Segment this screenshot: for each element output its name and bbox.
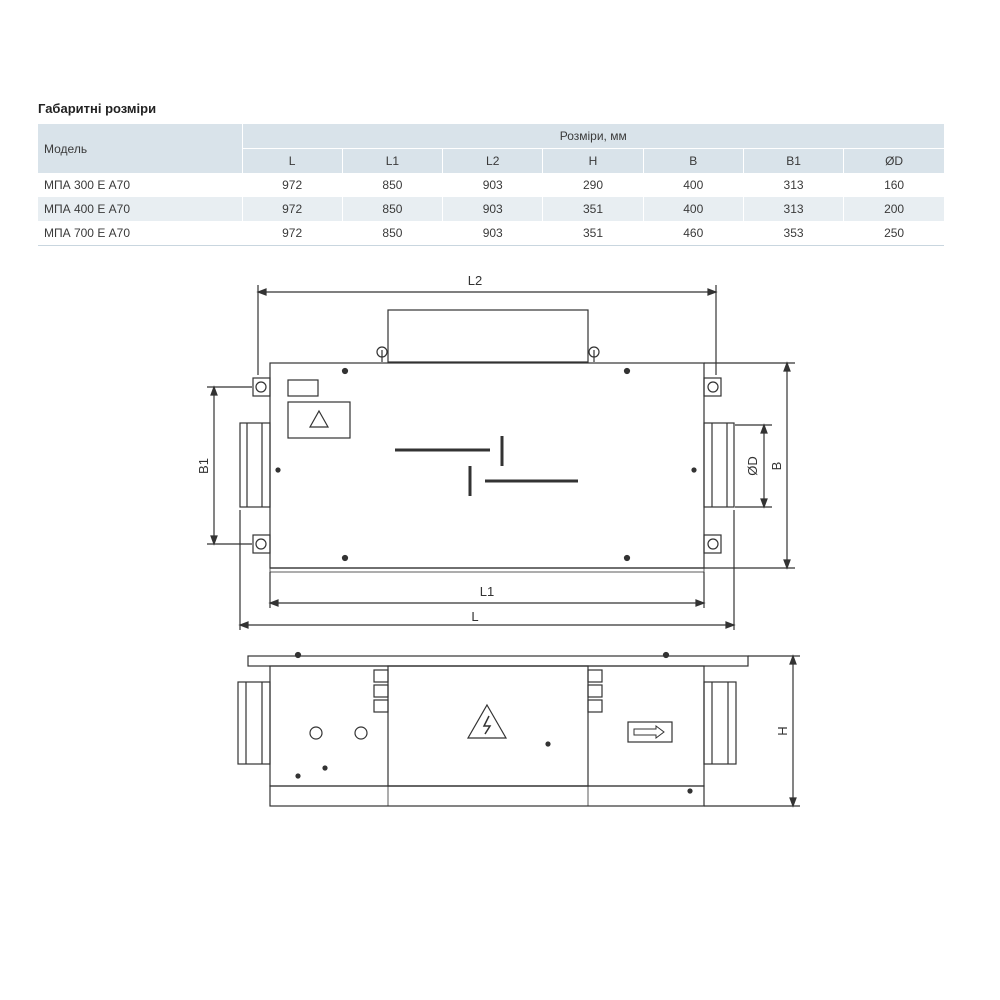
label-l2: L2 [467,273,483,288]
corner-bolt [708,382,718,392]
column-header-b1: B1 [743,149,843,174]
column-header-l1: L1 [342,149,442,174]
value-cell: 290 [543,173,643,197]
dimension-b1 [207,387,252,544]
value-cell: 313 [743,173,843,197]
model-cell: МПА 400 Е А70 [38,197,242,221]
value-cell: 972 [242,221,342,246]
column-header-l: L [242,149,342,174]
value-cell: 972 [242,197,342,221]
warning-icon [310,411,328,427]
value-cell: 903 [443,221,543,246]
left-spigot [240,423,270,507]
value-cell: 850 [342,197,442,221]
model-cell: МПА 700 Е А70 [38,221,242,246]
airflow-direction-label [628,722,672,742]
label-d: ØD [745,456,760,476]
label-b1: B1 [196,458,211,474]
value-cell: 160 [844,173,944,197]
corner-bolt [256,382,266,392]
value-cell: 460 [643,221,743,246]
top-main-body [270,363,704,568]
corner-bolt [708,539,718,549]
label-b: B [769,461,784,471]
dimensions-group-header: Розміри, мм [242,124,944,149]
side-right-spigot [704,682,736,764]
value-cell: 903 [443,173,543,197]
value-cell: 903 [443,197,543,221]
value-cell: 313 [743,197,843,221]
value-cell: 353 [743,221,843,246]
value-cell: 972 [242,173,342,197]
nameplate [288,380,318,396]
right-spigot [704,423,734,507]
top-view [240,310,734,572]
model-column-header: Модель [38,124,242,173]
corner-bolt [256,539,266,549]
side-view [238,653,748,807]
top-control-box [388,310,588,362]
value-cell: 351 [543,221,643,246]
section-title: Габаритні розміри [38,101,157,116]
model-cell: МПА 300 Е А70 [44,178,131,192]
value-cell: 400 [643,173,743,197]
column-header-h: H [543,149,643,174]
label-l: L [471,609,479,624]
warning-panel [288,402,350,438]
value-cell: 850 [342,221,442,246]
label-h: H [775,726,790,736]
label-l1: L1 [479,584,495,599]
column-header-l2: L2 [443,149,543,174]
value-cell: 200 [844,197,944,221]
value-cell: 850 [342,173,442,197]
side-left-spigot [238,682,270,764]
dimension-l [240,510,734,630]
value-cell: 250 [844,221,944,246]
value-cell: 351 [543,197,643,221]
column-header-b: B [643,149,743,174]
value-cell: 400 [643,197,743,221]
column-header-d: ØD [844,149,944,174]
